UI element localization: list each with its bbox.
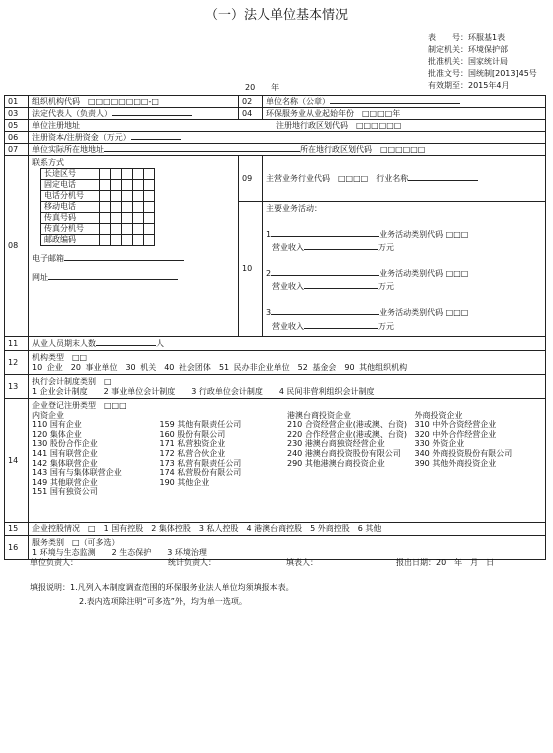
row-06: 06 注册资本/注册资金（万元） — [5, 132, 546, 144]
start-year-boxes[interactable]: □□□□年 — [362, 108, 401, 118]
activity-item: 3 业务活动类别代码 □□□ 营业收入 万元 — [266, 307, 469, 331]
row-13: 13 执行会计制度类别 □ 1 企业会计制度 2 事业单位会计制度 3 行政单位会计制度 4 民间非营利组织会计制度 — [5, 375, 546, 399]
row-11: 11 从业人员期末人数 人 — [5, 337, 546, 351]
loc-region-code-boxes[interactable]: □□□□□□ — [380, 144, 426, 154]
meta-line: 批准文号：国统制[2013]45号 — [428, 69, 537, 78]
row-16: 16 服务类别 □（可多选） 1 环境与生态监测 2 生态保护 3 环境治理 — [5, 536, 546, 560]
row-01: 01 组织机构代码 □□□□□□□□-□ 02 单位名称（公章） — [5, 96, 546, 108]
row-14: 14 企业登记注册类型 □□□ 内资企业 110 国有企业 120 集体企业 130 股份合作企业 141 国有联营企业 142 集体联营企业 143 国有与集体联营企业 149 其他联营企业 151 国有独资公司 159 其他有限责任公司 160 股份有限公司 171 私营独资企业 172 私营合伙企业 173 私营有限责任公司 174 私营股份有限公司 190 其他企业 港澳台商投资企业 210 合资经营企业(港或澳、台资) 220 合作经营企业(港或澳、台资) 230 港澳台商独资经营企业 240 港澳台商投资股份有限公司 290 其他港澳台商投资企业 外商投资企业 310 中外合资经营企业 320 中外合作经营企业 330 外资企业 340 外商投资股份有限公司 390 其他外商投资企业 — [5, 399, 546, 523]
accounting-boxes[interactable]: □ — [104, 376, 112, 386]
meta-line: 批准机关：国家统计局 — [428, 57, 508, 66]
website-field[interactable] — [48, 279, 178, 280]
page-title: （一）法人单位基本情况 — [204, 8, 348, 23]
main-activity-label: 主要业务活动： — [266, 204, 322, 213]
org-type-boxes[interactable]: □□ — [72, 352, 88, 362]
service-box[interactable]: □ — [72, 537, 80, 547]
industry-code-boxes[interactable]: □□□□ — [338, 173, 369, 183]
row-12: 12 机构类型 □□ 10 企业 20 事业单位 30 机关 40 社会团体 51 民办非企业单位 52 基金会 90 其他组织机构 — [5, 351, 546, 375]
reg-type-boxes[interactable]: □□□ — [104, 401, 127, 410]
meta-line: 表 号：环服基1表 — [428, 33, 506, 42]
actual-address-field[interactable] — [104, 151, 300, 152]
contact-label: 联系方式 — [32, 158, 64, 167]
holding-box[interactable]: □ — [88, 524, 96, 534]
activity-item: 2 业务活动类别代码 □□□ 营业收入 万元 — [266, 268, 469, 292]
row-10: 10 主要业务活动： 1 业务活动类别代码 □□□ 营业收入 万元 2 业务活动类别代码 □□□ 营业收入 万元 3 业务活动类别代码 □□□ 营业收入 万元 — [5, 202, 546, 337]
stat-head-label: 统计负责人： — [168, 558, 216, 567]
legal-rep-field[interactable] — [112, 115, 192, 116]
row-09: 08 联系方式 长途区号 固定电话 电话分机号 移动电话 传真号码 传真分机号 邮政编码 电子邮箱 网址 09 主营业务行业代码 □□□□ 行业名称 — [5, 156, 546, 202]
row-07: 07 单位实际所在地地址 所在地行政区划代码 □□□□□□ — [5, 144, 546, 156]
note-line-1: 填报说明：1.凡列入本制度调查范围的环保服务业法人单位均须填报本表。 — [30, 583, 294, 592]
row-15: 15 企业控股情况 □ 1 国有控股 2 集体控股 3 私人控股 4 港澳台商控股 5 外商控股 6 其他 — [5, 523, 546, 536]
email-field[interactable] — [64, 260, 184, 261]
unit-name-field[interactable] — [330, 103, 460, 104]
meta-line: 有效期至：2015年4月 — [428, 81, 510, 90]
meta-line: 制定机关：环境保护部 — [428, 45, 508, 54]
row-03: 03 法定代表人（负责人） 04 环保服务业从业起始年份 □□□□年 — [5, 108, 546, 120]
reg-type-grid: 内资企业 110 国有企业 120 集体企业 130 股份合作企业 141 国有联营企业 142 集体联营企业 143 国有与集体联营企业 149 其他联营企业 151 国有独资公司 159 其他有限责任公司 160 股份有限公司 171 私营独资企业 172 私营合伙企业 173 私营有限责任公司 174 私营股份有限公司 190 其他企业 港澳台商投资企业 210 合资经营企业(港或澳、台资) 220 合作经营企业(港或澳、台资) 230 港澳台商独资经营企业 240 港澳台商投资股份有限公司 290 其他港澳台商投资企业 外商投资企业 310 中外合资经营企业 320 中外合作经营企业 330 外资企业 340 外商投资股份有限公司 390 其他外商投资企业 — [32, 410, 513, 497]
note-line-2: 2.表内选项除注明“可多选”外，均为单一选项。 — [79, 597, 247, 606]
reg-region-code-boxes[interactable]: □□□□□□ — [356, 120, 402, 130]
row-05: 05 单位注册地址 注册地行政区划代码 □□□□□□ — [5, 120, 546, 132]
capital-field[interactable] — [131, 139, 181, 140]
filler-label: 填表人： — [286, 558, 318, 567]
industry-name-field[interactable] — [408, 180, 478, 181]
contact-table: 长途区号 固定电话 电话分机号 移动电话 传真号码 传真分机号 邮政编码 — [40, 168, 155, 246]
headcount-field[interactable] — [96, 345, 156, 346]
activity-item: 1 业务活动类别代码 □□□ 营业收入 万元 — [266, 229, 469, 253]
report-date-label: 报出日期：20 年 月 日 — [396, 558, 495, 567]
unit-head-label: 单位负责人： — [30, 558, 78, 567]
org-code-boxes[interactable]: □□□□□□□□-□ — [88, 96, 159, 106]
form-table — [4, 95, 546, 560]
year-line: 20 年 — [245, 83, 280, 92]
